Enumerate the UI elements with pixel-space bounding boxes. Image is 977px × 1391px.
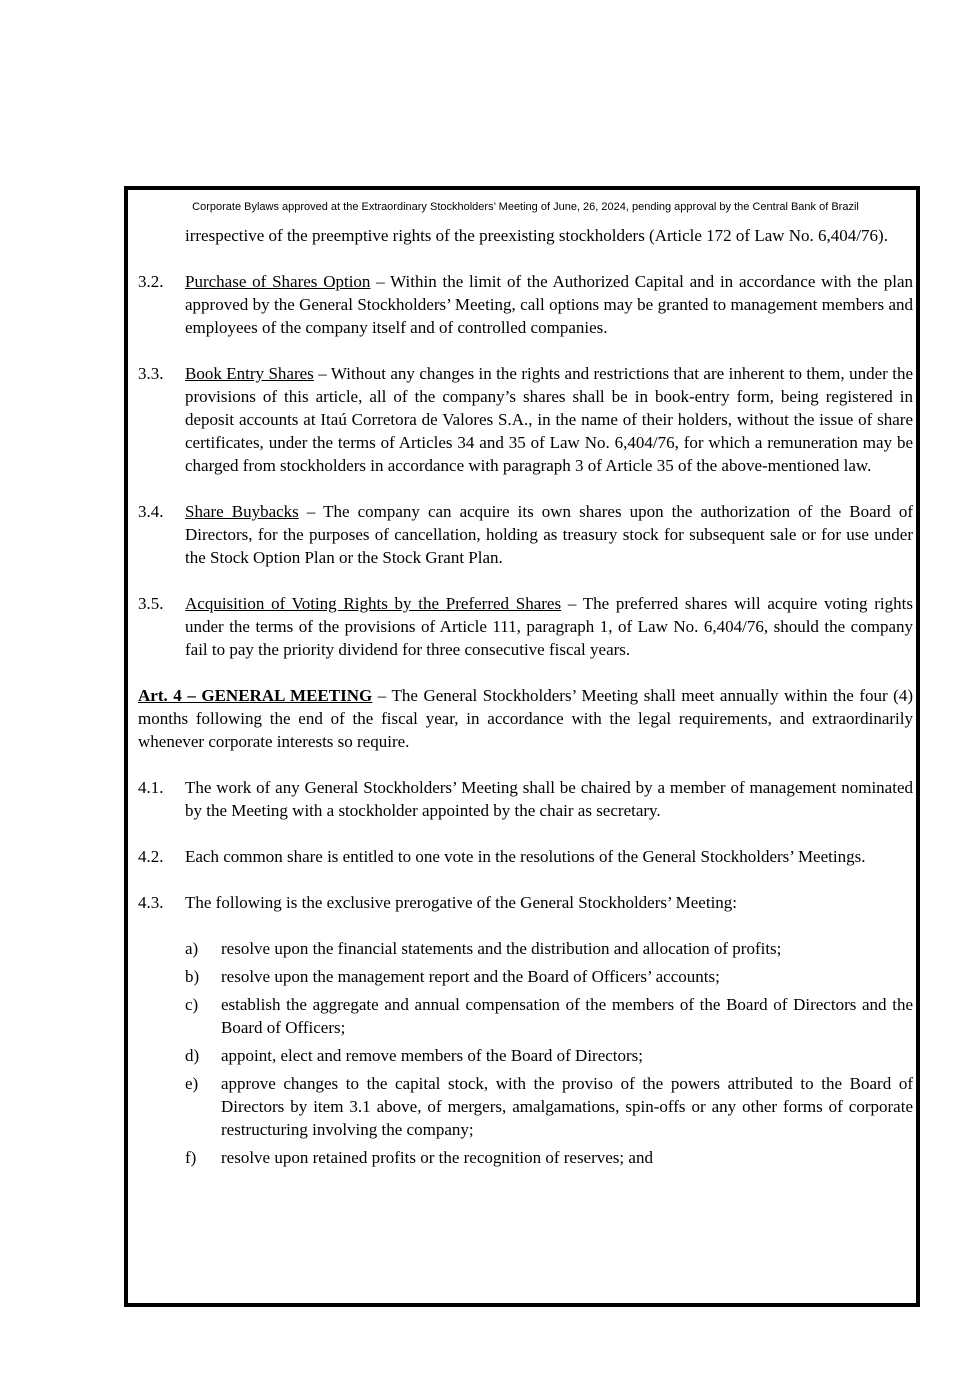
list-letter: c) — [185, 995, 199, 1014]
article-title: Art. 4 – GENERAL MEETING — [138, 686, 373, 705]
page-frame — [124, 186, 920, 1307]
item-number: 3.3. — [138, 364, 164, 383]
item-title: Purchase of Shares Option — [185, 272, 371, 291]
section-4-2 — [138, 845, 913, 868]
item-title: Book Entry Shares — [185, 364, 314, 383]
list-item — [185, 965, 913, 988]
list-text: establish the aggregate and annual compensation of the members of the Board of Directors and the Board of Officers; — [221, 995, 913, 1037]
list-item — [185, 1072, 913, 1141]
section-3-5 — [138, 592, 913, 661]
section-3-4 — [138, 500, 913, 569]
list-letter: b) — [185, 967, 200, 986]
page-header: Corporate Bylaws approved at the Extraordinary Stockholders’ Meeting of June, 26, 2024, pending approval by the Central Bank of Brazil — [192, 201, 859, 213]
list-letter: f) — [185, 1148, 197, 1167]
item-number: 4.3. — [138, 893, 164, 912]
document-body — [138, 200, 913, 1174]
item-title: Share Buybacks — [185, 502, 299, 521]
list-text: appoint, elect and remove members of the Board of Directors; — [221, 1046, 644, 1065]
list-text: resolve upon retained profits or the recognition of reserves; and — [221, 1148, 653, 1167]
continuation-paragraph: irrespective of the preemptive rights of the preexisting stockholders (Article 172 of Law No. 6,404/76). — [185, 226, 888, 245]
item-body — [185, 592, 913, 661]
list-letter: e) — [185, 1074, 199, 1093]
item-body — [185, 362, 913, 477]
article-4 — [138, 684, 913, 753]
item-text: – Within the limit of the Authorized Capital and in accordance with the plan approved by the General Stockholders’ Meeting, call options may be granted to management members and employees of the company itself and of controlled companies. — [185, 272, 913, 337]
item-title: Acquisition of Voting Rights by the Preferred Shares — [185, 594, 562, 613]
list-text: resolve upon the management report and the Board of Officers’ accounts; — [221, 967, 720, 986]
item-text: The work of any General Stockholders’ Meeting shall be chaired by a member of management nominated by the Meeting with a stockholder appointed by the chair as secretary. — [185, 778, 913, 820]
list-letter: a) — [185, 939, 199, 958]
article-text: – The General Stockholders’ Meeting shall meet annually within the four (4) months following the end of the fiscal year, in accordance with the legal requirements, and extraordinarily whenever corporate interests so require. — [138, 686, 913, 751]
item-number: 3.5. — [138, 594, 164, 613]
list-letter: d) — [185, 1046, 200, 1065]
section-4-1 — [138, 776, 913, 822]
list-item — [185, 937, 913, 960]
item-number: 3.4. — [138, 502, 164, 521]
list-text: approve changes to the capital stock, with the proviso of the powers attributed to the Board of Directors by item 3.1 above, of mergers, amalgamations, spin-offs or any other forms of corporate restructuring involving the company; — [221, 1074, 913, 1139]
item-number: 4.2. — [138, 847, 164, 866]
list-item — [185, 993, 913, 1039]
section-3-3 — [138, 362, 913, 477]
list-item — [185, 1044, 913, 1067]
item-text: – Without any changes in the rights and restrictions that are inherent to them, under the provisions of this article, all of the company’s shares shall be in book-entry form, being registered in deposit accounts at Itaú Corretora de Valores S.A., in the name of their holders, without the issue of share certificates, under the terms of Articles 34 and 35 of Law No. 6,404/76, for which a remuneration may be charged from stockholders in accordance with paragraph 3 of Article 35 of the above-mentioned law. — [185, 364, 913, 475]
item-text: The following is the exclusive prerogative of the General Stockholders’ Meeting: — [185, 893, 738, 912]
section-3-2 — [138, 270, 913, 339]
list-text: resolve upon the financial statements and the distribution and allocation of profits; — [221, 939, 782, 958]
item-body — [185, 270, 913, 339]
list-item — [185, 1146, 913, 1169]
item-body — [185, 500, 913, 569]
item-text: – The preferred shares will acquire voting rights under the terms of the provisions of Article 111, paragraph 1, of Law No. 6,404/76, should the company fail to pay the priority dividend for three consecutive fiscal years. — [185, 594, 913, 659]
prerogatives-list — [185, 937, 913, 1169]
item-number: 3.2. — [138, 272, 164, 291]
item-text: Each common share is entitled to one vote in the resolutions of the General Stockholders’ Meetings. — [185, 847, 866, 866]
item-number: 4.1. — [138, 778, 164, 797]
section-4-3 — [138, 891, 913, 914]
item-text: – The company can acquire its own shares upon the authorization of the Board of Directors, for the purposes of cancellation, holding as treasury stock for subsequent sale or for use under the Stock Option Plan or the Stock Grant Plan. — [185, 502, 913, 567]
